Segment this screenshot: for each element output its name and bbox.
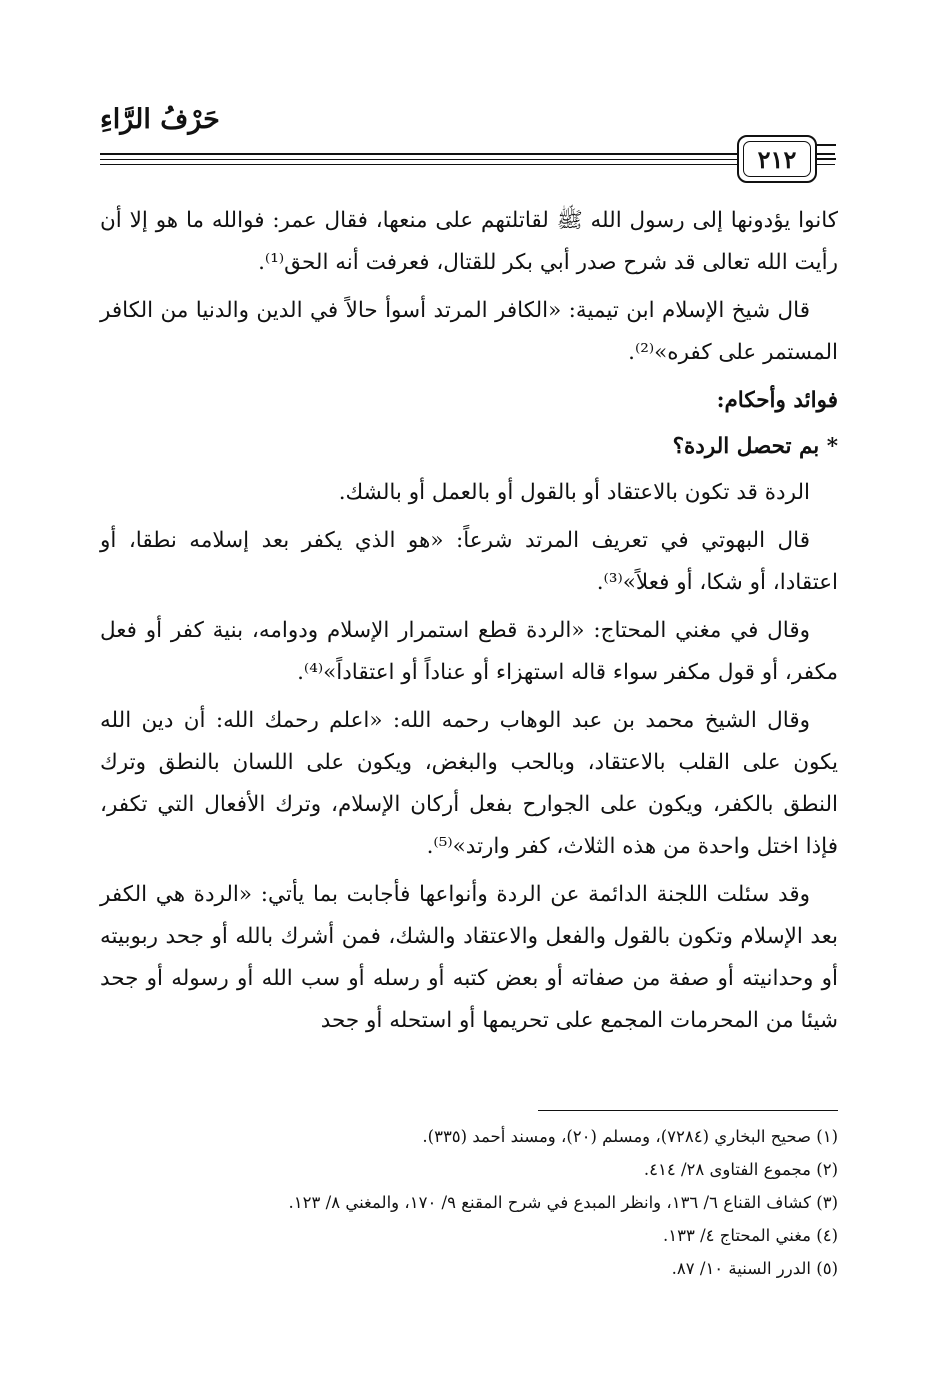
- paragraph: قال شيخ الإسلام ابن تيمية: «الكافر المرتد أسوأ حالاً في الدين والدنيا من الكافر المستمر على كفره»⁽²⁾.: [100, 298, 838, 365]
- footnote-separator: [538, 1110, 838, 1111]
- header-rule: [100, 164, 835, 165]
- footnotes: [100, 1120, 838, 1285]
- footnote: (٥) الدرر السنية ١٠/ ٨٧.: [671, 1259, 838, 1278]
- header-ornament: [816, 144, 836, 160]
- footnote: (١) صحيح البخاري (٧٢٨٤)، ومسلم (٢٠)، ومسند أحمد (٣٣٥).: [422, 1127, 838, 1146]
- paragraph: وقد سئلت اللجنة الدائمة عن الردة وأنواعها فأجابت بما يأتي: «الردة هي الكفر بعد الإسلام وتكون بالقول والفعل والاعتقاد والشك، فمن أشرك بالله أو جحد ربوبيته أو وحدانيته أو صفة من صفاته أو بعض كتبه أو رسله أو سب الله أو رسوله أو جحد شيئا من المحرمات المجمع على تحريمها أو استحله أو جحد: [100, 882, 838, 1033]
- section-subheading: * بم تحصل الردة؟: [672, 434, 838, 459]
- page-number: ٢١٢: [737, 135, 817, 183]
- chapter-title: حَرْفُ الرَّاءِ: [100, 104, 220, 135]
- section-heading: فوائد وأحكام:: [716, 388, 838, 413]
- header-rule: [100, 159, 835, 160]
- paragraph: وقال في مغني المحتاج: «الردة قطع استمرار الإسلام ودوامه، بنية كفر أو فعل مكفر، أو قول مكفر سواء قاله استهزاء أو عناداً أو اعتقاداً»⁽⁴⁾.: [100, 618, 838, 685]
- header-rule: [100, 153, 835, 155]
- footnote: (٤) مغني المحتاج ٤/ ١٣٣.: [662, 1226, 838, 1245]
- paragraph: الردة قد تكون بالاعتقاد أو بالقول أو بالعمل أو بالشك.: [338, 480, 810, 505]
- footnote: (٢) مجموع الفتاوى ٢٨/ ٤١٤.: [643, 1160, 838, 1179]
- footnote: (٣) كشاف القناع ٦/ ١٣٦، وانظر المبدع في شرح المقنع ٩/ ١٧٠، والمغني ٨/ ١٢٣.: [288, 1193, 838, 1212]
- paragraph: كانوا يؤدونها إلى رسول الله ﷺ لقاتلتهم على منعها، فقال عمر: فوالله ما هو إلا أن رأيت الله تعالى قد شرح صدر أبي بكر للقتال، فعرفت أنه الحق⁽¹⁾.: [100, 208, 838, 275]
- paragraph: قال البهوتي في تعريف المرتد شرعاً: «هو الذي يكفر بعد إسلامه نطقا، أو اعتقادا، أو شكا، أو فعلاً»⁽³⁾.: [100, 528, 838, 595]
- body-text: [100, 200, 838, 1042]
- paragraph: وقال الشيخ محمد بن عبد الوهاب رحمه الله: «اعلم رحمك الله: أن دين الله يكون على القلب بالاعتقاد، وبالحب والبغض، ويكون على اللسان بالنطق وترك النطق بالكفر، ويكون على الجوارح بفعل أركان الإسلام، وترك الأفعال التي تكفر، فإذا اختل واحدة من هذه الثلاث، كفر وارتد»⁽⁵⁾.: [100, 708, 838, 859]
